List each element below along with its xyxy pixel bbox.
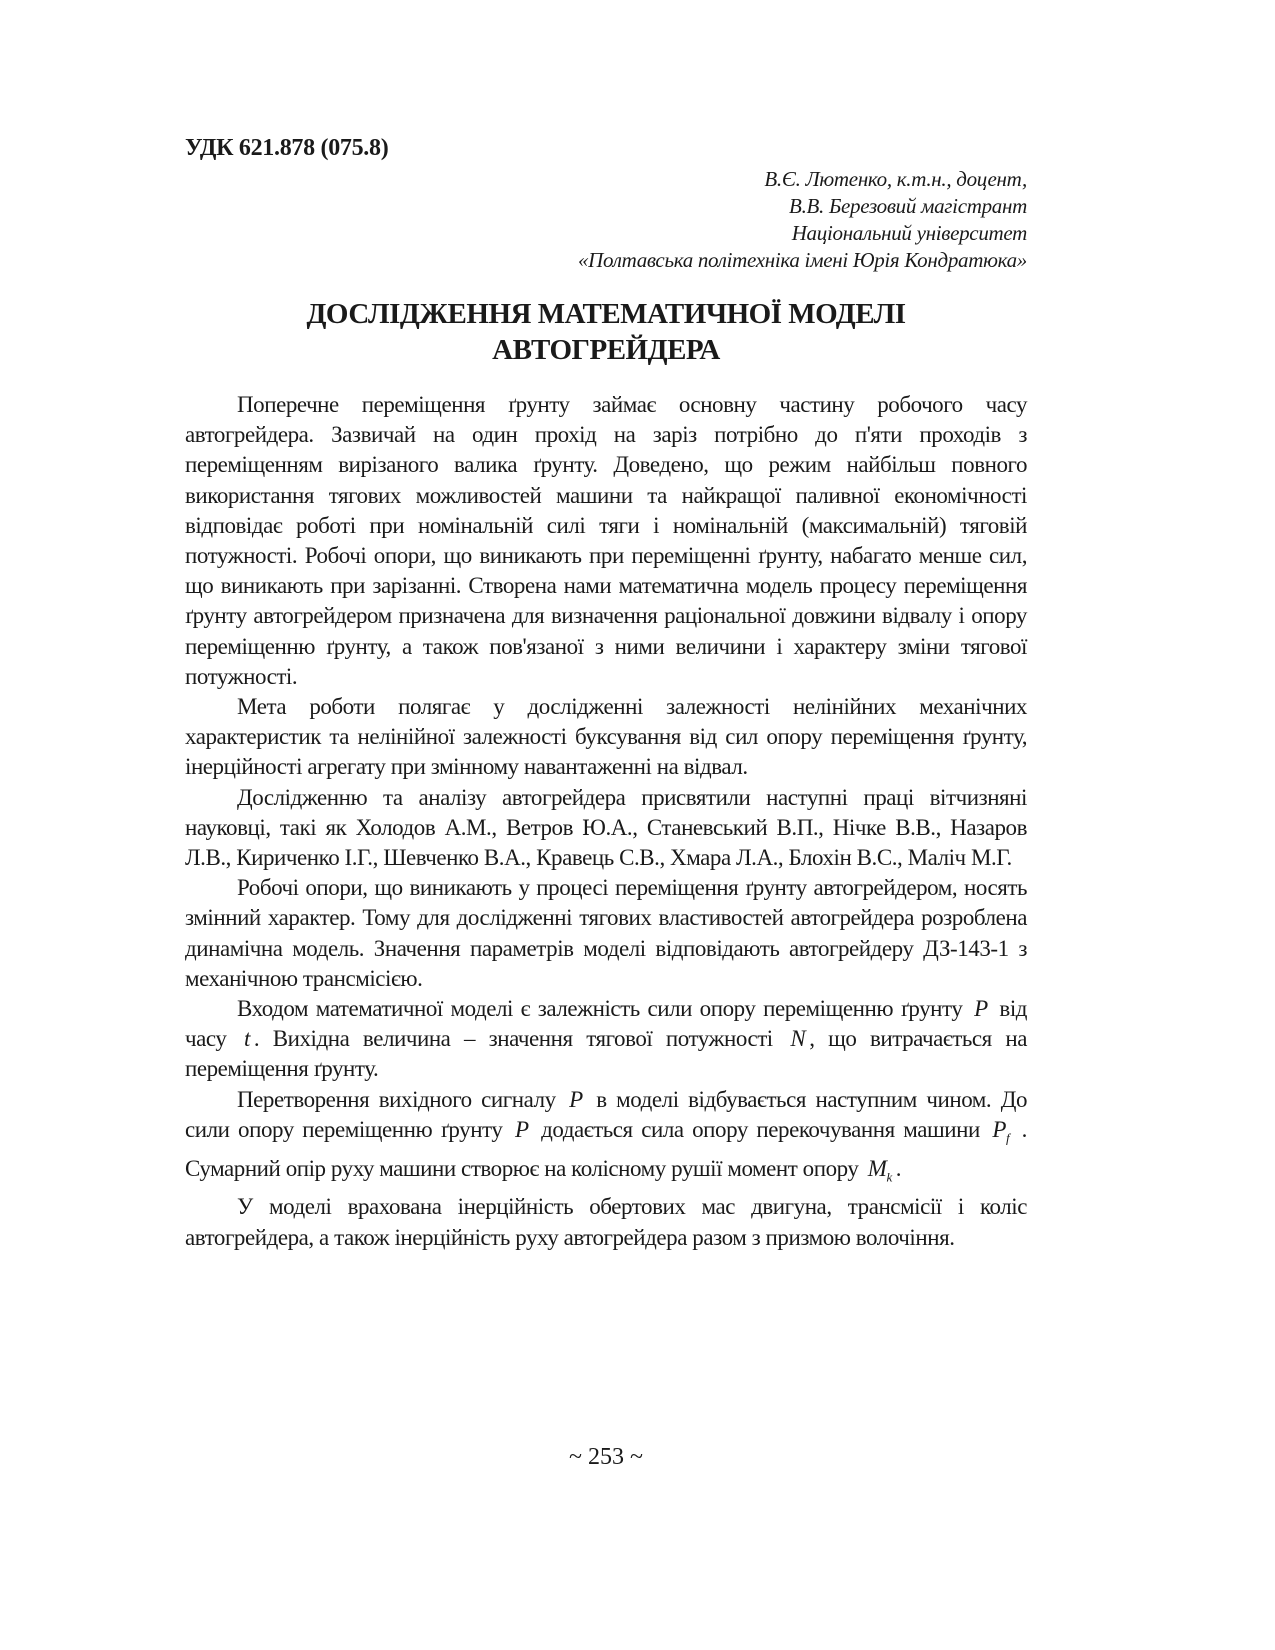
text: Перетворення вихідного сигналу: [237, 1086, 556, 1112]
author-2: В.В. Березовий магістрант: [789, 194, 1027, 218]
math-symbol: P: [569, 1086, 583, 1112]
text: від часу: [185, 996, 1028, 1052]
page-number: ~ 253 ~: [569, 1444, 643, 1470]
paragraph: Мета роботи полягає у дослідженні залежності нелінійних механічних характеристик та нелінійної залежності буксування від сил опору переміщення ґрунту, інерційності агрегату при змінному навантаженні на відвал.: [185, 694, 1027, 780]
text: . Вихідна величина – значення тягової потужності: [253, 1026, 773, 1052]
text: додається сила опору перекочування машини: [541, 1116, 980, 1142]
math-symbol: P: [514, 1116, 529, 1142]
title-line-2: АВТОГРЕЙДЕРА: [492, 334, 720, 366]
symbol: M: [867, 1155, 887, 1181]
article-body: [185, 390, 1027, 1253]
paragraph: Дослідженню та аналізу автогрейдера присвятили наступні праці вітчизняні науковці, такі як Холодов А.М., Ветров Ю.А., Станевський В.П., Нічке В.В., Назаров Л.В., Кириченко І.Г., Шевченко В.А., Кравець С.В., Хмара Л.А., Блохін В.С., Маліч М.Г.: [185, 784, 1027, 871]
affiliation-name: «Полтавська політехніка імені Юрія Кондратюка»: [577, 248, 1027, 272]
author-1: В.Є. Лютенко, к.т.н., доцент,: [764, 167, 1027, 191]
article-title: [185, 296, 1027, 368]
paragraph: У моделі врахована інерційність обертових мас двигуна, трансмісії і коліс автогрейдера, а також інерційність руху автогрейдера разом з призмою волочіння.: [185, 1194, 1027, 1250]
text: Входом математичної моделі є залежність сили опору переміщенню ґрунту: [237, 996, 963, 1022]
author-block: [578, 166, 1027, 274]
title-line-1: ДОСЛІДЖЕННЯ МАТЕМАТИЧНОЇ МОДЕЛІ: [306, 298, 906, 330]
affiliation: Національний університет: [791, 221, 1027, 245]
paragraph: [185, 994, 1027, 1085]
text: . Сумарний опір руху машини створює на колісному рушії момент опору: [185, 1116, 1027, 1181]
math-symbol: [864, 1155, 896, 1185]
udk-code: УДК 621.878 (075.8): [185, 135, 389, 161]
subscript: k: [886, 1169, 892, 1185]
symbol: P: [992, 1116, 1006, 1142]
math-symbol: P: [974, 996, 988, 1022]
math-symbol: t: [243, 1026, 250, 1052]
text: .: [895, 1155, 902, 1181]
subscript: f: [1005, 1130, 1010, 1146]
math-symbol: N: [790, 1026, 806, 1052]
paragraph: [185, 1085, 1027, 1193]
text: , що витрачається на переміщення ґрунту.: [185, 1026, 1027, 1082]
text: в моделі відбувається наступним чином. До сили опору переміщенню ґрунту: [185, 1086, 1027, 1142]
paragraph: Робочі опори, що виникають у процесі переміщення ґрунту автогрейдером, носять змінний характер. Тому для дослідженні тягових властивостей автогрейдера розроблена динамічна модель. Значення параметрів моделі відповідають автогрейдеру ДЗ-143-1 з механічною трансмісією.: [185, 875, 1027, 991]
math-symbol: [988, 1116, 1013, 1146]
paragraph: Поперечне переміщення ґрунту займає основну частину робочого часу автогрейдера. Зазвичай на один прохід на заріз потрібно до п'яти проходів з переміщенням вирізаного валика ґрунту. Доведено, що режим найбільш повного використання тягових можливостей машини та найкращої паливної економічності відповідає роботі при номінальній силі тяги і номінальній (максимальній) тяговій потужності. Робочі опори, що виникають при переміщенні ґрунту, набагато менше сил, що виникають при зарізанні. Створена нами математична модель процесу переміщення ґрунту автогрейдером призначена для визначення раціональної довжини відвалу і опору переміщенню ґрунту, а також пов'язаної з ними величини і характеру зміни тягової потужності.: [185, 392, 1027, 689]
